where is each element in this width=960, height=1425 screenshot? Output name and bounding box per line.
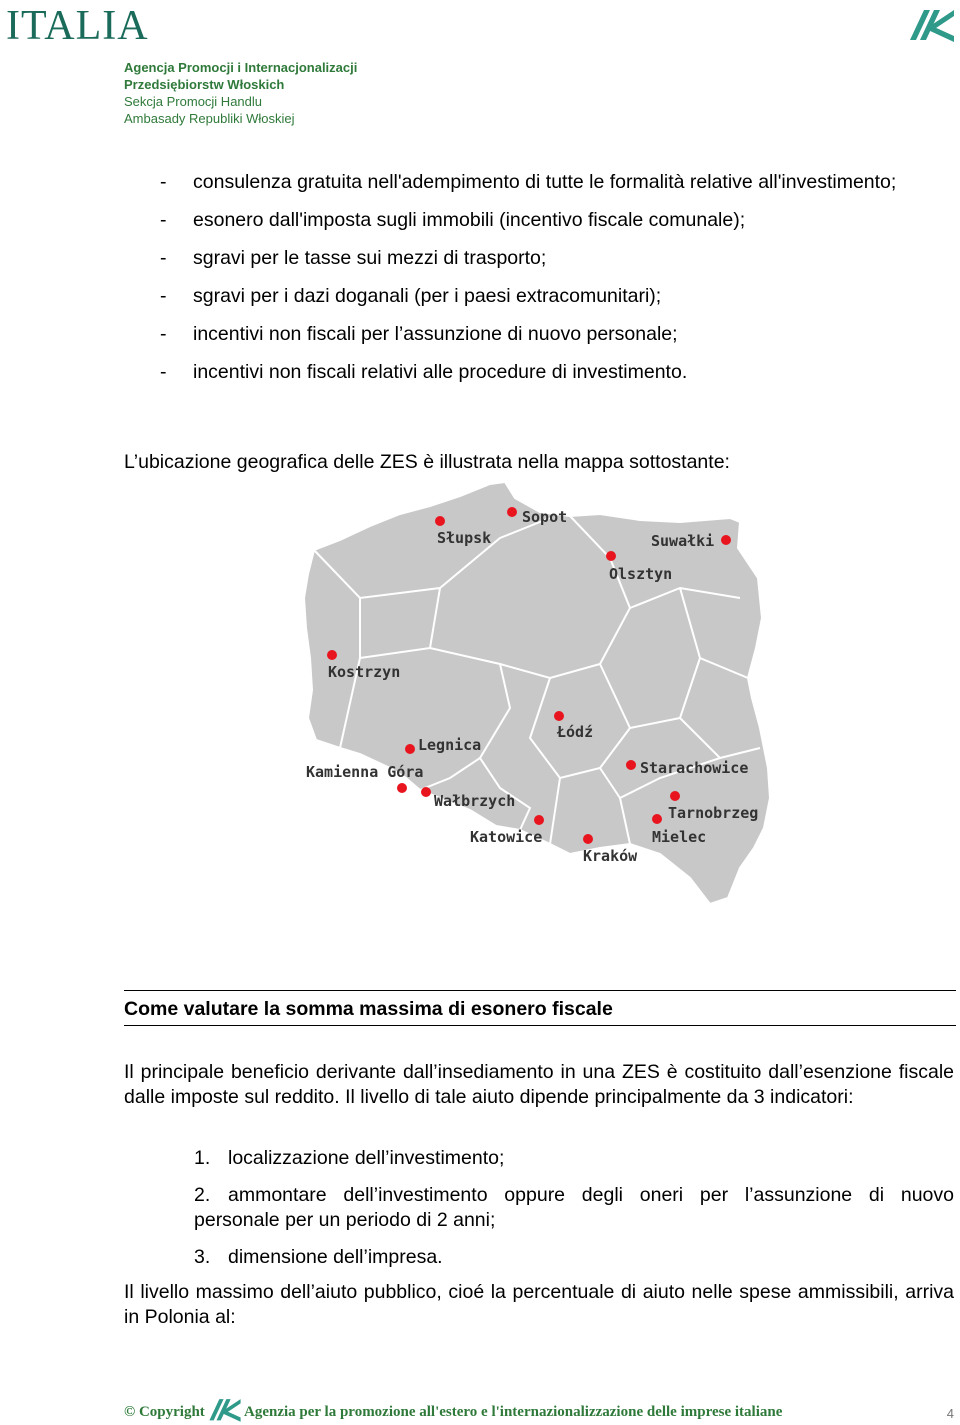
agency-line-1: Agencja Promocji i Internacjonalizacji bbox=[124, 60, 358, 75]
city-label: Olsztyn bbox=[609, 565, 673, 583]
city-label: Tarnobrzeg bbox=[668, 804, 759, 822]
agency-line-2: Przedsiębiorstw Włoskich bbox=[124, 77, 285, 92]
marker-slupsk bbox=[435, 516, 445, 526]
city-label: Mielec bbox=[652, 828, 707, 846]
list-item-text: consulenza gratuita nell'adempimento di tutte le formalità relative all'investimento; bbox=[193, 171, 897, 193]
poland-sez-map bbox=[300, 478, 774, 912]
list-item-number: 1. bbox=[194, 1147, 211, 1169]
city-label: Słupsk bbox=[437, 529, 492, 547]
list-item-text: esonero dall'imposta sugli immobili (incentivo fiscale comunale); bbox=[193, 209, 746, 231]
list-item bbox=[194, 1146, 954, 1171]
marker-legnica bbox=[405, 744, 415, 754]
bullet-dash: - bbox=[160, 209, 167, 231]
footer-agency-name: Agenzia per la promozione all'estero e l'internazionalizzazione delle imprese italiane bbox=[244, 1404, 783, 1420]
marker-lodz bbox=[554, 711, 564, 721]
list-item bbox=[160, 170, 954, 195]
page-number: 4 bbox=[946, 1406, 954, 1421]
list-item bbox=[160, 322, 954, 347]
marker-suwalki bbox=[721, 535, 731, 545]
list-item bbox=[160, 284, 954, 309]
city-label: Kamienna Góra bbox=[306, 763, 424, 781]
list-item bbox=[194, 1183, 954, 1233]
bullet-dash: - bbox=[160, 361, 167, 383]
list-item bbox=[160, 246, 954, 271]
list-item bbox=[160, 208, 954, 233]
agency-line-4: Ambasady Republiki Włoskiej bbox=[124, 111, 295, 126]
copyright-text: © Copyright bbox=[124, 1404, 205, 1420]
bullet-dash: - bbox=[160, 247, 167, 269]
paragraph-max-aid: Il livello massimo dell’aiuto pubblico, cioé la percentuale di aiuto nelle spese ammissibili, arriva in Polonia al: bbox=[124, 1281, 954, 1328]
footer bbox=[124, 1396, 954, 1424]
city-label: Starachowice bbox=[640, 759, 749, 777]
marker-kamienna-gora bbox=[397, 783, 407, 793]
list-item-text: incentivi non fiscali relativi alle procedure di investimento. bbox=[193, 361, 688, 383]
city-label: Wałbrzych bbox=[434, 792, 516, 810]
map-intro: L’ubicazione geografica delle ZES è illustrata nella mappa sottostante: bbox=[124, 451, 730, 473]
city-label: Katowice bbox=[470, 828, 543, 846]
marker-tarnobrzeg bbox=[670, 791, 680, 801]
marker-sopot bbox=[507, 507, 517, 517]
city-label: Legnica bbox=[418, 736, 482, 754]
bullet-dash: - bbox=[160, 323, 167, 345]
list-item-text: dimensione dell’impresa. bbox=[228, 1246, 443, 1268]
marker-kostrzyn bbox=[327, 650, 337, 660]
list-item-text: ammontare dell’investimento oppure degli oneri per l’assunzione di nuovo personale per un periodo di 2 anni; bbox=[194, 1184, 954, 1231]
benefits-list bbox=[160, 170, 954, 398]
list-item bbox=[194, 1245, 954, 1270]
section-title: Come valutare la somma massima di esonero fiscale bbox=[124, 990, 956, 1026]
bullet-dash: - bbox=[160, 171, 167, 193]
marker-olsztyn bbox=[606, 551, 616, 561]
list-item-number: 3. bbox=[194, 1246, 211, 1268]
bullet-dash: - bbox=[160, 285, 167, 307]
list-item-text: incentivi non fiscali per l’assunzione di nuovo personale; bbox=[193, 323, 678, 345]
city-label: Kostrzyn bbox=[328, 663, 401, 681]
list-item bbox=[160, 360, 954, 385]
marker-katowice bbox=[534, 815, 544, 825]
city-label: Łódź bbox=[557, 723, 594, 741]
list-item-number: 2. bbox=[194, 1184, 211, 1206]
city-label: Kraków bbox=[583, 847, 638, 865]
city-label: Suwałki bbox=[651, 532, 715, 550]
marker-krakow bbox=[583, 834, 593, 844]
indicators-list bbox=[194, 1146, 954, 1282]
marker-walbrzych bbox=[421, 787, 431, 797]
ice-logo-icon bbox=[208, 1396, 242, 1422]
marker-starachowice bbox=[626, 760, 636, 770]
marker-mielec bbox=[652, 814, 662, 824]
list-item-text: sgravi per le tasse sui mezzi di trasporto; bbox=[193, 247, 547, 269]
agency-block bbox=[124, 59, 357, 127]
italia-logo: ITALIA bbox=[6, 3, 149, 49]
list-item-text: sgravi per i dazi doganali (per i paesi extracomunitari); bbox=[193, 285, 662, 307]
agency-line-3: Sekcja Promocji Handlu bbox=[124, 94, 263, 109]
list-item-text: localizzazione dell’investimento; bbox=[228, 1147, 505, 1169]
ice-logo-icon bbox=[908, 6, 956, 42]
paragraph-benefit: Il principale beneficio derivante dall’insediamento in una ZES è costituito dall’esenzione fiscale dalle imposte sul reddito. Il livello di tale aiuto dipende principalmente da 3 indicatori: bbox=[124, 1061, 954, 1108]
city-label: Sopot bbox=[522, 508, 568, 526]
